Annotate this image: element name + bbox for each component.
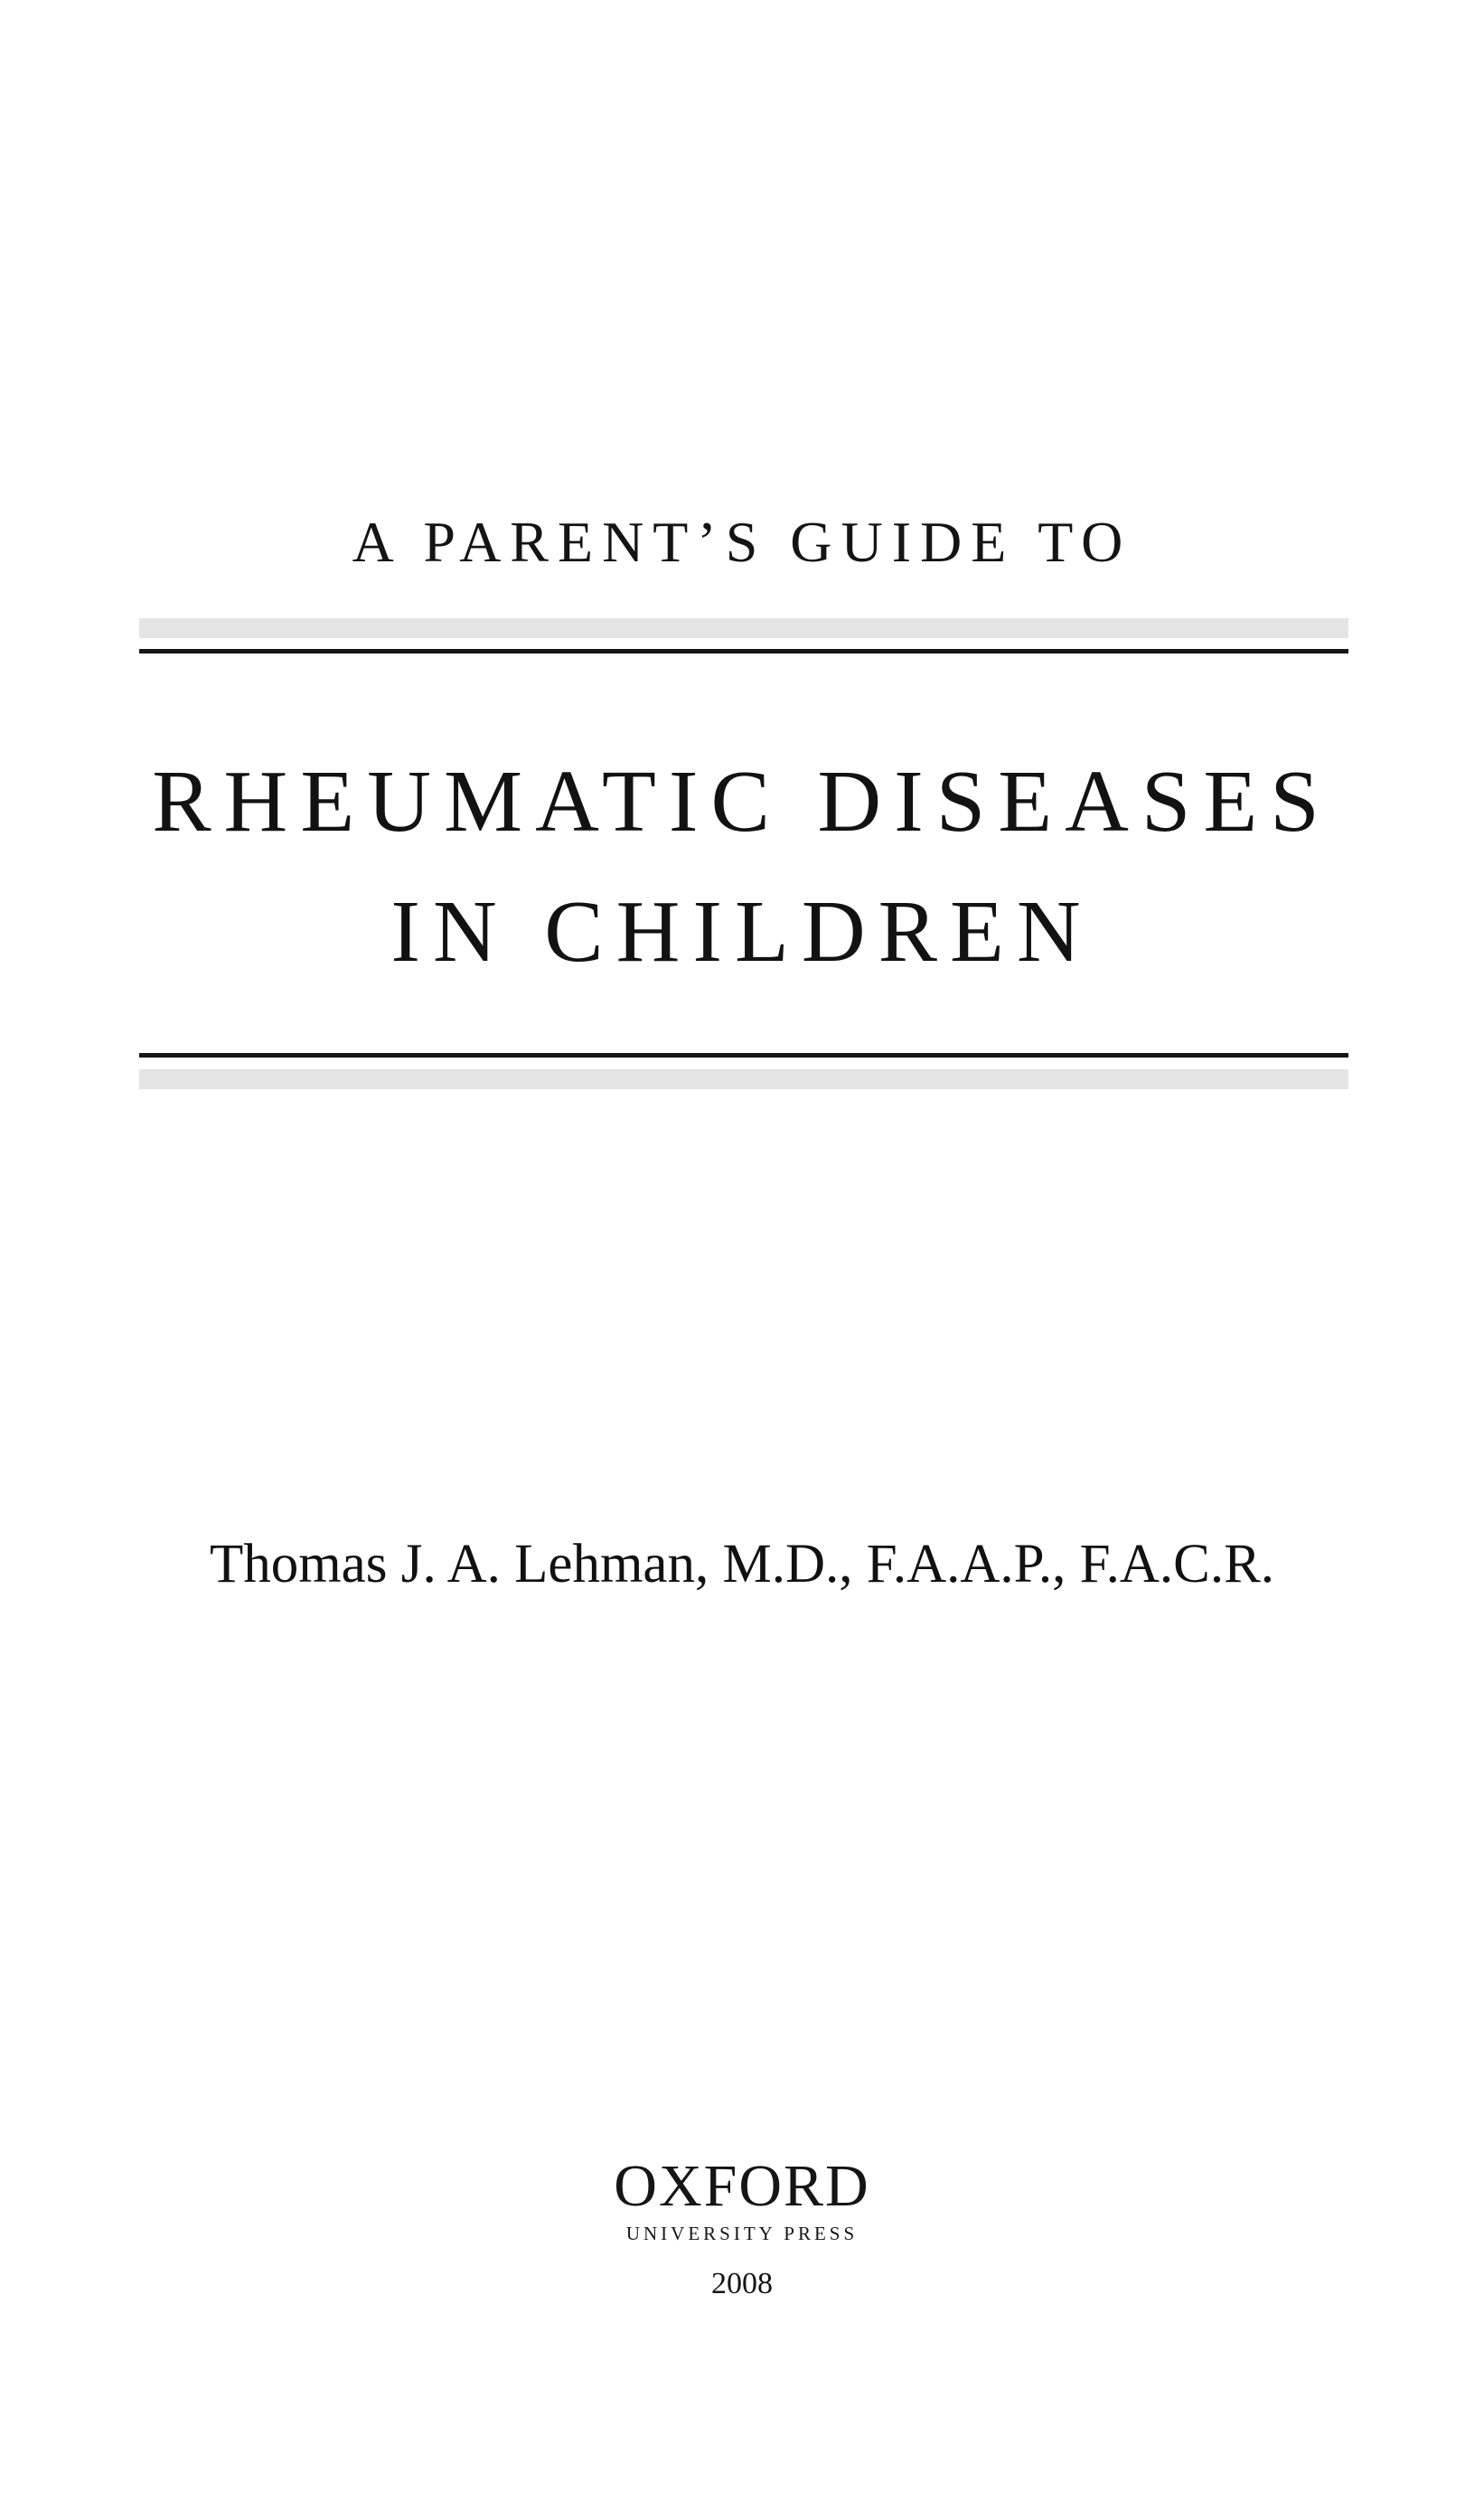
publication-year: 2008 bbox=[711, 2267, 773, 2300]
supertitle: A PARENT’S GUIDE TO bbox=[352, 510, 1132, 574]
bottom-black-rule bbox=[139, 1053, 1348, 1058]
publisher-logo-text: OXFORD bbox=[614, 2153, 870, 2219]
title-line-1: RHEUMATIC DISEASES bbox=[152, 753, 1332, 851]
bottom-gray-rule bbox=[139, 1069, 1348, 1089]
publisher-subtitle: UNIVERSITY PRESS bbox=[625, 2223, 859, 2244]
author-name: Thomas J. A. Lehman, M.D., F.A.A.P., F.A.C.R. bbox=[209, 1534, 1275, 1594]
top-gray-rule bbox=[139, 618, 1348, 638]
top-black-rule bbox=[139, 649, 1348, 654]
title-line-2: IN CHILDREN bbox=[390, 883, 1094, 981]
